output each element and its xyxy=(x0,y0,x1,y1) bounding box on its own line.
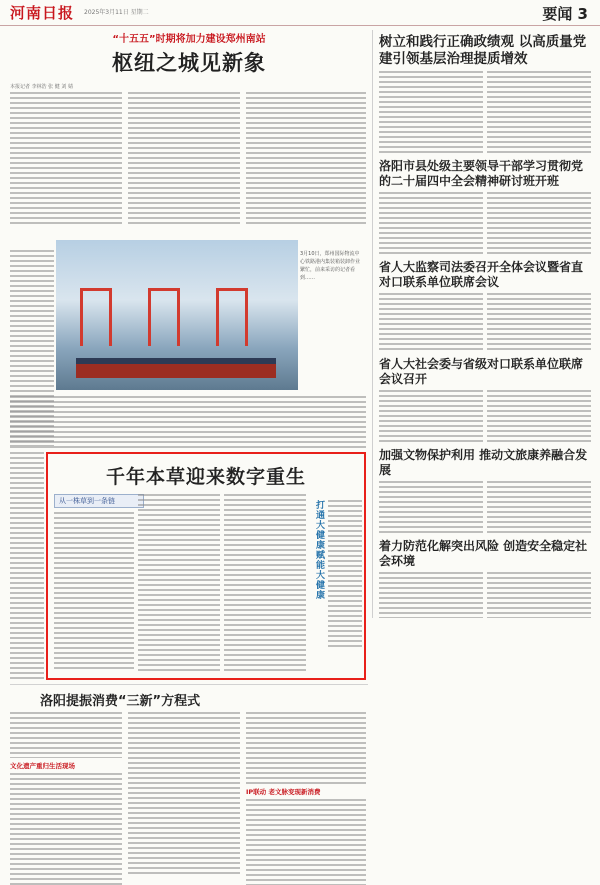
feature-text-col3 xyxy=(224,494,306,672)
lead-headline: 枢纽之城见新象 xyxy=(112,51,266,75)
right-headline-2: 洛阳市县处级主要领导干部学习贯彻党的二十届四中全会精神研讨班开班 xyxy=(379,159,584,188)
feature-vertical-slogan: 打通大健康赋能大健康 xyxy=(314,500,324,600)
issue-date: 2025年3月11日 星期二 xyxy=(84,8,149,16)
lead-byline: 本报记者 李林浩 张 健 刘 婧 xyxy=(10,84,73,90)
lower-text-a xyxy=(10,712,122,758)
right-headline-4: 省人大社会委与省级对口联系单位联席会议召开 xyxy=(379,357,584,386)
feature-title: 千年本草迎来数字重生 xyxy=(105,466,306,488)
right-text-5b xyxy=(487,481,591,535)
right-text-2a xyxy=(379,192,483,256)
lead-text-col3 xyxy=(246,92,366,224)
right-headline-1: 树立和践行正确政绩观 以高质量党建引领基层治理提质增效 xyxy=(379,34,587,67)
right-text-1b xyxy=(487,71,591,155)
cargo-ship xyxy=(76,358,276,378)
lead-text-col1 xyxy=(10,92,122,224)
right-headline-3: 省人大监察司法委召开全体会议暨省直对口联系单位联席会议 xyxy=(379,260,584,289)
lower-text-d xyxy=(246,712,366,784)
lower-subhead-2: IP联动 老文脉变现新消费 xyxy=(246,788,321,796)
right-headline-6: 着力防范化解突出风险 创造安全稳定社会环境 xyxy=(379,539,588,568)
feature-box xyxy=(46,452,366,680)
right-text-6b xyxy=(487,572,591,618)
right-headline-5: 加强文物保护利用 推动文旅康养融合发展 xyxy=(379,448,588,477)
right-text-2b xyxy=(487,192,591,256)
feature-text-col2 xyxy=(138,494,220,672)
masthead xyxy=(0,0,600,26)
feature-pullquote xyxy=(328,500,362,650)
right-text-5a xyxy=(379,481,483,535)
right-text-3b xyxy=(487,293,591,353)
lower-story xyxy=(10,684,368,885)
photo-caption: 3月10日，郑州国际物流中心铁路港内集装箱装卸作业繁忙，前来采访的记者看到…… xyxy=(300,251,361,281)
lower-text-c xyxy=(128,712,240,876)
page-section: 要闻 3 xyxy=(542,5,588,23)
right-column xyxy=(372,30,592,618)
newspaper-logo: 河南日报 xyxy=(10,4,75,22)
feature-subtitle: 从一株草到一条链 xyxy=(54,494,144,508)
feature-text-col1 xyxy=(54,512,134,672)
feature-side-text xyxy=(10,452,44,680)
lead-text-col2 xyxy=(128,92,240,224)
crane-shape xyxy=(80,288,112,346)
right-text-6a xyxy=(379,572,483,618)
lead-kicker: “十五五”时期将加力建设郑州南站 xyxy=(112,34,266,45)
lead-text-bottom xyxy=(10,396,366,448)
lower-subhead-1: 文化遗产重归生活现场 xyxy=(10,762,75,770)
right-text-4b xyxy=(487,390,591,444)
lower-text-e xyxy=(246,799,366,885)
port-photo xyxy=(56,240,298,390)
lead-story xyxy=(10,30,368,224)
right-text-1a xyxy=(379,71,483,155)
lower-headline: 洛阳提振消费“三新”方程式 xyxy=(40,694,201,709)
crane-shape xyxy=(148,288,180,346)
right-text-3a xyxy=(379,293,483,353)
right-text-4a xyxy=(379,390,483,444)
crane-shape xyxy=(216,288,248,346)
lower-text-b xyxy=(10,773,122,885)
